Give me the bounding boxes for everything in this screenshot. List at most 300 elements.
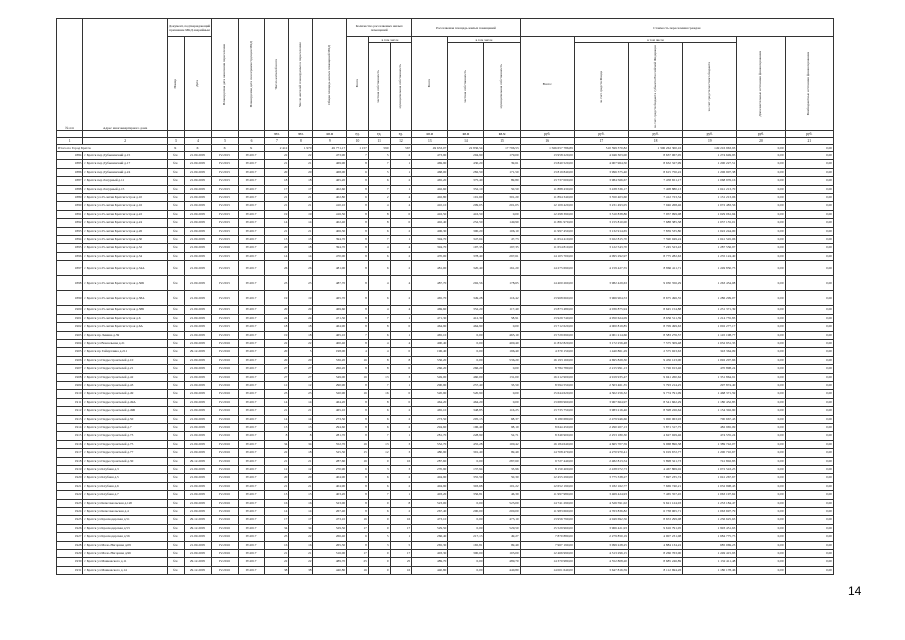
value-cell: 25 [390,558,412,566]
value-cell: 0,00 [785,440,833,448]
value-cell: 21.09.2005 [184,291,212,306]
value-cell: IV.2017 [238,323,264,331]
value-cell: 0 [390,323,412,331]
value-cell: 8 615 750,22 [629,168,683,176]
value-cell: 14 [289,508,313,516]
value-cell: 116,42 [484,291,520,306]
value-cell: 1 249 415,93 [683,550,737,558]
value-cell: 4 [368,276,390,291]
value-cell: 1 180 432,85 [683,398,737,406]
cost-extra2-header: Внебюджетные источники финансирования [785,37,833,131]
value-cell: 6 [368,177,390,185]
value-cell: 287,60 [484,457,520,465]
value-cell: 21.09.2005 [184,533,212,541]
value-cell: 4 919 935,47 [574,373,628,381]
row-number-cell: 1924 [57,508,83,516]
value-cell: 3 [368,466,390,474]
column-number-cell: 13 [412,138,448,145]
total-cell: 590 [368,145,390,152]
value-cell: 400,40 [313,339,347,347]
value-cell: 300,20 [448,227,484,235]
value-cell: 22 [265,339,289,347]
value-cell: 0,00 [737,194,785,202]
value-cell: 2 [390,227,412,235]
address-cell: г Братск ул 25-летия Братскгэстроя д.16 [83,202,167,210]
document-page [56,18,834,575]
value-cell: 8 266 763,00 [629,550,683,558]
value-cell: 29.12.2005 [184,566,212,574]
row-number-cell: 1884 [57,152,83,160]
value-cell: 465,10 [313,407,347,415]
value-cell: 1 [390,185,412,193]
value-cell: IV.2016 [212,466,238,474]
address-cell: г Братск пер Лазурный д.15 [83,185,167,193]
value-cell: б/н [167,516,184,524]
value-cell: 0,00 [737,566,785,574]
value-cell: 403,20 [412,491,448,499]
value-cell: 0 [368,524,390,532]
value-cell: 0,00 [737,348,785,356]
value-cell: 165,81 [448,541,484,549]
value-cell: 21.09.2005 [184,440,212,448]
value-cell: 7 967 190,00 [520,541,574,549]
value-cell: 5 [368,168,390,176]
value-cell: 1 389 742,07 [683,440,737,448]
value-cell: 21.09.2005 [184,541,212,549]
value-cell: 4 467 869,02 [629,466,683,474]
value-cell: 20 [289,306,313,314]
value-cell: 7 [368,432,390,440]
value-cell: 394,70 [412,244,448,252]
value-cell: б/н [167,474,184,482]
value-cell: 0,00 [737,202,785,210]
value-cell: 0 [390,365,412,373]
value-cell: 23 [265,276,289,291]
value-cell: 481,00 [412,261,448,276]
value-cell: 0,00 [785,348,833,356]
value-cell: IV.2017 [238,252,264,260]
value-cell: 4 095 292,97 [574,252,628,260]
value-cell: 13 873 480,00 [520,306,574,314]
value-cell: 46,39 [484,491,520,499]
address-cell: г Братск ул Гидростроителей д.21 [83,365,167,373]
value-cell: 22 [289,152,313,160]
value-cell: 16 193 160,00 [520,356,574,364]
table-row [57,449,834,457]
qty-private-header: частная собственность [368,43,390,131]
table-row [57,152,834,160]
value-cell: 21.09.2005 [184,432,212,440]
value-cell: 198,00 [313,348,347,356]
row-number-cell: 1895 [57,244,83,252]
value-cell: 4 049 692,56 [574,516,628,524]
value-cell: 20 [289,168,313,176]
value-cell: 49,27 [484,533,520,541]
value-cell: 3 967 664,97 [574,398,628,406]
value-cell: 0,00 [785,323,833,331]
value-cell: 15 644 620,00 [520,390,574,398]
value-cell: 21 [289,457,313,465]
value-cell: 0,00 [785,533,833,541]
value-cell: 21.09.2005 [184,244,212,252]
value-cell: 5 898 321,73 [629,457,683,465]
unit-cell [83,131,167,138]
value-cell: 38 [289,566,313,574]
value-cell: 536,20 [412,356,448,364]
value-cell: 0,00 [785,423,833,431]
value-cell: 8 [347,244,369,252]
value-cell: 18 [289,244,313,252]
value-cell: 0,00 [737,210,785,218]
value-cell: 4 [390,202,412,210]
value-cell: 465,10 [484,331,520,339]
value-cell: 406,30 [313,227,347,235]
total-cell: 17 796,53 [484,145,520,152]
value-cell: 8 [347,185,369,193]
row-number-cell: 1925 [57,516,83,524]
value-cell: 14 275 690,00 [520,261,574,276]
value-cell: IV.2016 [212,356,238,364]
table-row [57,398,834,406]
total-cell: 22 836,54 [448,145,484,152]
value-cell: 520,90 [448,390,484,398]
column-number-cell: 11 [368,138,390,145]
table-row [57,210,834,218]
value-cell: б/н [167,356,184,364]
value-cell: IV.2015 [212,252,238,260]
value-cell: 410,10 [313,202,347,210]
value-cell: 20 [265,306,289,314]
area-incl-header: в том числе [448,37,520,43]
value-cell: 549,00 [412,373,448,381]
value-cell: 1 235 124,40 [683,252,737,260]
column-number-cell: 5 [212,138,238,145]
value-cell: 6 [368,252,390,260]
column-number-cell: 19 [683,138,737,145]
table-row [57,219,834,227]
value-cell: 6 [368,261,390,276]
value-cell: 103,00 [484,550,520,558]
value-cell: 403,30 [412,550,448,558]
value-cell: 8 [347,508,369,516]
row-number-cell: 1910 [57,390,83,398]
column-number-cell: 10 [347,138,369,145]
value-cell: IV.2017 [238,356,264,364]
table-row [57,407,834,415]
value-cell: 465,10 [412,407,448,415]
value-cell: 0,00 [785,508,833,516]
value-cell: б/н [167,373,184,381]
value-cell: IV.2017 [238,227,264,235]
value-cell: 4 036 875,94 [574,306,628,314]
value-cell: 0,00 [737,252,785,260]
value-cell: 473,90 [412,152,448,160]
value-cell: 0,00 [737,499,785,507]
row-number-cell: 1911 [57,398,83,406]
table-row [57,291,834,306]
value-cell: IV.2016 [212,491,238,499]
value-cell: 19 [265,210,289,218]
value-cell: IV.2016 [212,365,238,373]
value-cell: 1 068 976,16 [683,177,737,185]
value-cell: 9 616 791,05 [629,524,683,532]
row-number-cell: 1909 [57,381,83,389]
value-cell: 0 [390,390,412,398]
value-cell: 100,42 [484,440,520,448]
value-cell: 0,00 [785,566,833,574]
value-cell: 0,00 [737,474,785,482]
value-cell: 149,90 [484,219,520,227]
address-cell: г Братск ул Клубная д.3 [83,466,167,474]
value-cell: IV.2017 [238,339,264,347]
value-cell: б/н [167,466,184,474]
table-row [57,348,834,356]
page-number: 14 [848,584,862,598]
unit-cell: ед. [347,131,369,138]
address-cell: г Братск ул Краснодарская д.53 [83,524,167,532]
value-cell: 1 [390,314,412,322]
value-cell: 403,20 [313,491,347,499]
value-cell: 7 [368,491,390,499]
value-cell: 6 [368,508,390,516]
value-cell: 3 [390,373,412,381]
total-cell: X [184,145,212,152]
row-number-cell: 1902 [57,323,83,331]
address-cell: г Братск ул 25-летия Братскгэстроя д.34 [83,252,167,260]
value-cell: 267,40 [412,508,448,516]
value-cell: 17 [347,524,369,532]
value-cell: 0,00 [737,482,785,490]
value-cell: 7 408 880,13 [629,185,683,193]
value-cell: 0 [368,499,390,507]
value-cell: 4 370 150,00 [520,348,574,356]
row-number-cell: 1904 [57,339,83,347]
value-cell: 265,30 [412,541,448,549]
value-cell: 179,00 [484,152,520,160]
value-cell: 297,61 [484,252,520,260]
value-cell: 402,60 [412,185,448,193]
value-cell: 3 231 493,05 [574,202,628,210]
value-cell: б/н [167,314,184,322]
total-cell: X [238,145,264,152]
value-cell: 8 [347,202,369,210]
value-cell: 99,49 [484,541,520,549]
value-cell: 1 002 277,17 [683,323,737,331]
row-number-cell: 1886 [57,168,83,176]
total-cell: 1 306 262 300,16 [629,145,683,152]
row-number-cell: 1906 [57,356,83,364]
value-cell: 0 [390,348,412,356]
value-cell: 11 832 820,00 [520,339,574,347]
value-cell: 21.09.2005 [184,276,212,291]
value-cell: 12 [368,449,390,457]
value-cell: 7 669 740,21 [629,482,683,490]
value-cell: 1 253 184,47 [683,499,737,507]
value-cell: 4 [368,202,390,210]
value-cell: 473,10 [484,516,520,524]
value-cell: 4 665 707,59 [574,440,628,448]
value-cell: 21 [265,407,289,415]
value-cell: IV.2016 [212,457,238,465]
value-cell: 8 [347,415,369,423]
value-cell: 0,00 [785,227,833,235]
value-cell: 7 957 999,08 [629,210,683,218]
value-cell: 0,00 [785,202,833,210]
value-cell: 12 [289,381,313,389]
row-number-cell: 1897 [57,261,83,276]
value-cell: б/н [167,407,184,415]
value-cell: 21 [289,202,313,210]
value-cell: б/н [167,566,184,574]
value-cell: 0,00 [737,390,785,398]
value-cell: 38 [265,566,289,574]
value-cell: 0,00 [737,314,785,322]
table-row [57,508,834,516]
value-cell: 394,70 [313,244,347,252]
value-cell: 465,20 [313,177,347,185]
value-cell: 16 [347,390,369,398]
table-row [57,276,834,291]
table-row [57,244,834,252]
row-number-cell: 1930 [57,558,83,566]
value-cell: 469,90 [313,160,347,168]
value-cell: б/н [167,194,184,202]
value-cell: 21 [265,202,289,210]
value-cell: 7 575 309,48 [629,339,683,347]
value-cell: 468,00 [412,168,448,176]
value-cell: 217,13 [448,533,484,541]
value-cell: 0,00 [737,508,785,516]
value-cell: 440,80 [412,566,448,574]
value-cell: 5 [368,533,390,541]
value-cell: 13 729 690,00 [520,331,574,339]
value-cell: 20 [289,474,313,482]
value-cell: 200,00 [448,508,484,516]
cost-group-header: Стоимость переселения граждан [520,19,833,37]
table-row [57,185,834,193]
value-cell: 0,00 [737,244,785,252]
row-number-cell: 1900 [57,306,83,314]
value-cell: IV.2015 [212,177,238,185]
row-number-cell: 1931 [57,566,83,574]
value-cell: 21 [289,160,313,168]
value-cell: 2 279 850,19 [574,533,628,541]
value-cell: 470 898,24 [683,365,737,373]
table-row [57,541,834,549]
value-cell: 20 [265,168,289,176]
value-cell: 1 440 861,29 [574,348,628,356]
address-cell: г Братск ул Маяковского д.11 [83,558,167,566]
value-cell: IV.2016 [212,474,238,482]
value-cell: 16 [289,541,313,549]
value-cell: 0,00 [448,524,484,532]
value-cell: 0,00 [737,516,785,524]
value-cell: 21 [289,227,313,235]
value-cell: б/н [167,432,184,440]
address-cell: г Братск ул Гидростроителей д.49 [83,390,167,398]
value-cell: 13 956 790,00 [520,516,574,524]
value-cell: б/н [167,160,184,168]
value-cell: 16 [265,541,289,549]
value-cell: 4 007 964,50 [574,160,628,168]
address-cell: г Братск ул 25-летия Братскгэстроя д.30 [83,236,167,244]
unit-cell: ед. [368,131,390,138]
unit-cell: руб. [574,131,628,138]
value-cell: 523,00 [313,499,347,507]
value-cell: 21.09.2005 [184,323,212,331]
value-cell: 1 206 907,38 [683,168,737,176]
value-cell: 5 726 913,46 [629,365,683,373]
value-cell: 294,90 [448,152,484,160]
value-cell: 21.09.2005 [184,339,212,347]
value-cell: 21.09.2005 [184,390,212,398]
address-cell: г Братск ул Вокзальная д.21 [83,339,167,347]
value-cell: б/н [167,348,184,356]
value-cell: 196,40 [448,423,484,431]
value-cell: 8 [347,160,369,168]
value-cell: 349,28 [448,291,484,306]
value-cell: IV.2017 [238,423,264,431]
column-number-cell: 9 [313,138,347,145]
value-cell: IV.2015 [212,276,238,291]
value-cell: IV.2015 [212,168,238,176]
table-row [57,356,834,364]
value-cell: 0,00 [737,365,785,373]
value-cell: 460,00 [448,373,484,381]
value-cell: 473,10 [412,516,448,524]
value-cell: 0,00 [785,236,833,244]
value-cell: б/н [167,168,184,176]
row-number-cell: 1915 [57,432,83,440]
value-cell: 18 [289,177,313,185]
value-cell: 8 632 327,99 [629,160,683,168]
value-cell: 0,00 [785,244,833,252]
value-cell: 13 737 000,00 [520,177,574,185]
value-cell: 8 [347,219,369,227]
area-total2-header: Всего [412,37,448,131]
value-cell: 356,81 [448,491,484,499]
address-cell: г Братск ул Клубная д.5 [83,474,167,482]
value-cell: 1 063 197,62 [683,491,737,499]
row-number-cell: 1885 [57,160,83,168]
value-cell: IV.2016 [212,449,238,457]
value-cell: 0,00 [737,291,785,306]
value-cell: 21 [265,457,289,465]
value-cell: 464,90 [412,323,448,331]
value-cell: 15 [347,449,369,457]
value-cell: IV.2017 [238,541,264,549]
value-cell: IV.2017 [238,466,264,474]
address-cell: г Братск пер Дубынинский д.15 [83,152,167,160]
value-cell: 0,00 [785,541,833,549]
value-cell: 27 [265,373,289,381]
value-cell: 20 [265,474,289,482]
value-cell: 21.09.2005 [184,152,212,160]
value-cell: 8 [368,356,390,364]
value-cell: 0,00 [785,261,833,276]
value-cell: 8 [390,356,412,364]
value-cell: 1 [390,236,412,244]
value-cell: 0,00 [785,339,833,347]
value-cell: 13 712 620,00 [520,323,574,331]
value-cell: IV.2017 [238,524,264,532]
value-cell: б/н [167,252,184,260]
value-cell: 2 253 180,30 [574,432,628,440]
row-number-cell: 1927 [57,533,83,541]
total-cell: 49 633,07 [412,145,448,152]
table-row [57,423,834,431]
value-cell: 13 929 740,00 [520,314,574,322]
